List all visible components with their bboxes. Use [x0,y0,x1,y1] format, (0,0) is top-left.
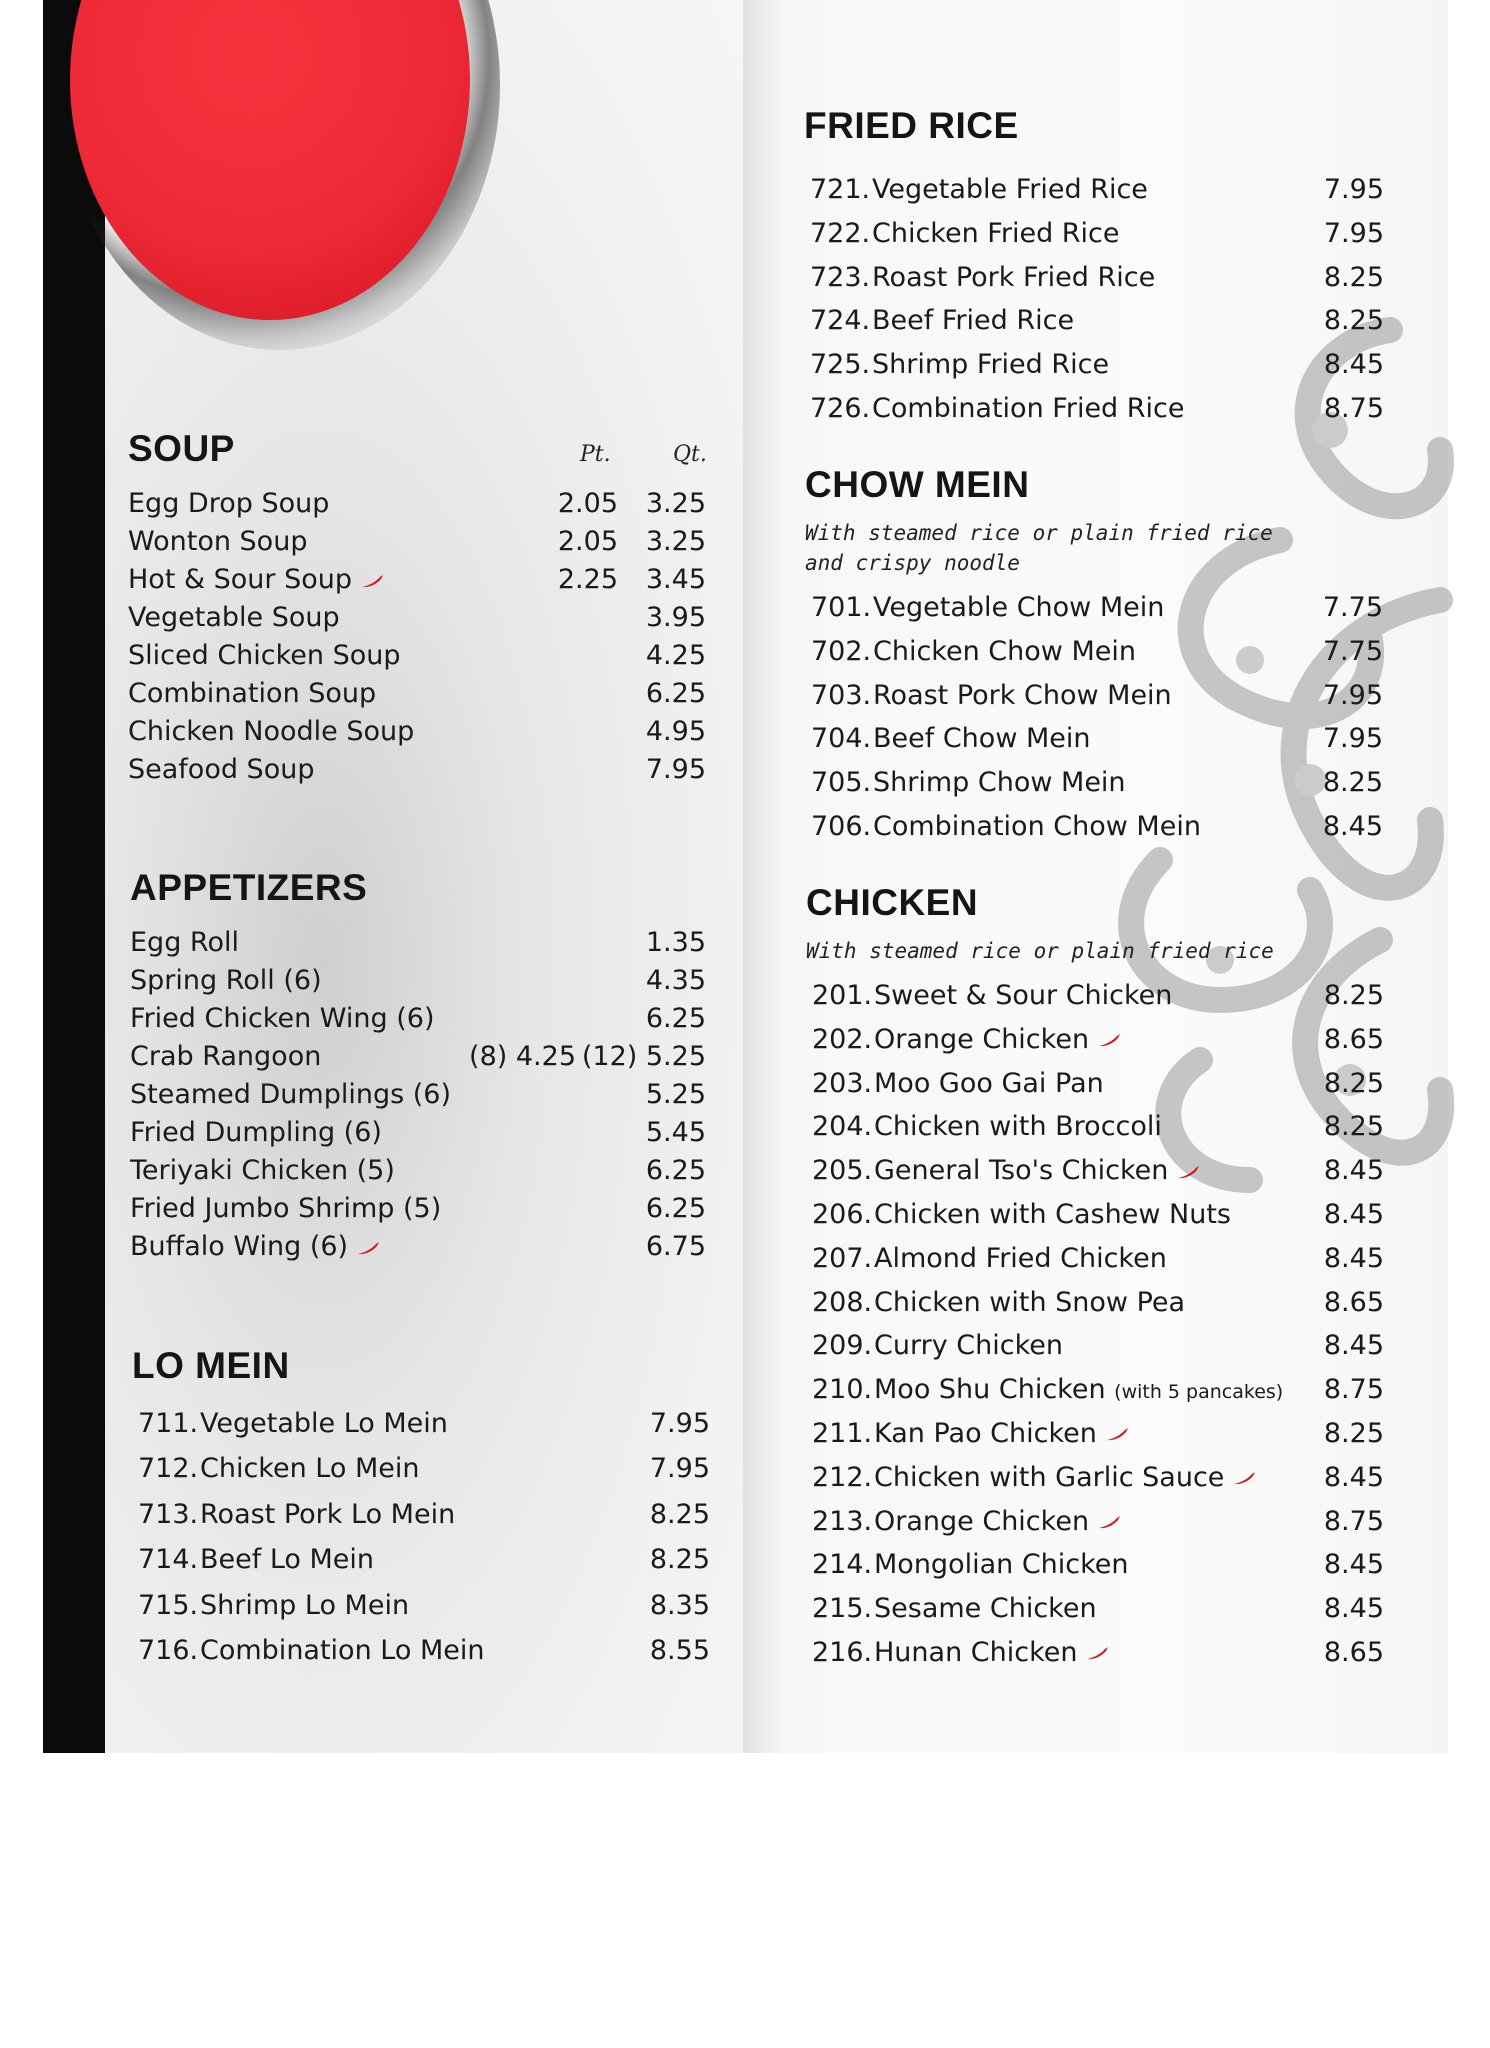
item-number: 726. [810,392,871,424]
quart-price: 3.25 [645,526,706,557]
item-price: 8.65 [1323,1023,1384,1055]
soup-title: SOUP [128,428,235,469]
menu-item-row [130,1038,720,1076]
item-name: Hunan Chicken [874,1631,1109,1675]
item-name: Seafood Soup [128,754,315,785]
item-name: Combination Chow Mein [873,810,1201,842]
item-price: 8.25 [1322,767,1383,799]
pint-price: (8) 4.25 [469,1041,576,1072]
lo-mein-section [132,1345,722,1666]
item-number: 712. [138,1453,199,1485]
menu-item-row [812,1105,1386,1149]
item-name: Hot & Sour Soup [128,561,384,599]
chicken-subtitle [806,936,1274,966]
item-price: 8.45 [1322,810,1383,842]
quart-price: 4.35 [645,965,706,996]
quart-price: 4.95 [645,716,706,747]
menu-item-row [812,1062,1386,1106]
chow-mein-subtitle [805,518,1273,578]
item-price: 7.95 [1323,217,1384,249]
item-name: Chicken Noodle Soup [128,716,415,747]
item-name: Sesame Chicken [874,1593,1097,1625]
item-name: General Tso's Chicken [874,1149,1200,1193]
item-name: Sliced Chicken Soup [128,640,401,671]
item-number: 701. [811,592,872,623]
menu-item-row [812,1543,1386,1587]
quart-price: 1.35 [645,927,706,958]
chicken-subtitle-line-1: With steamed rice or plain fried rice [806,939,1274,963]
item-price: 7.95 [649,1408,710,1439]
item-price: 8.75 [1323,1374,1384,1406]
item-price: 8.65 [1323,1636,1384,1668]
item-name: Fried Jumbo Shrimp (5) [130,1193,442,1224]
menu-item-row [811,674,1385,718]
quart-price: 7.95 [645,754,706,785]
pint-price: 2.25 [557,564,618,595]
item-number: 702. [811,635,872,667]
chili-pepper-icon [1097,1515,1121,1529]
item-price: 7.95 [1322,679,1383,711]
item-number: 714. [138,1544,199,1576]
chili-pepper-icon [1176,1165,1200,1179]
menu-item-row [810,299,1384,343]
fried-rice-list [810,168,1384,431]
item-name: Vegetable Soup [128,602,340,633]
item-name: Shrimp Fried Rice [872,349,1110,381]
menu-item-row [130,1190,720,1228]
menu-item-row [810,387,1384,431]
item-name: Beef Fried Rice [872,305,1075,337]
fried-rice-title: FRIED RICE [804,105,1019,146]
item-price: 8.75 [1323,1505,1384,1537]
menu-item-row [812,974,1386,1018]
menu-item-row [812,1149,1386,1193]
item-name: Kan Pao Chicken [874,1412,1129,1456]
menu-item-row [812,1324,1386,1368]
chicken-section [806,882,1386,1668]
menu-item-row [128,751,718,789]
menu-item-row [812,1237,1386,1281]
menu-item-row [811,761,1385,805]
menu-item-row [812,1368,1386,1412]
item-price: 8.25 [1323,980,1384,1011]
item-number: 721. [810,174,871,205]
menu-item-row [138,1583,722,1628]
menu-item-row [810,256,1384,300]
quart-price: (12) 5.25 [581,1041,706,1072]
item-note: (with 5 pancakes) [1114,1381,1284,1404]
menu-item-row [128,675,718,713]
menu-item-row [811,630,1385,674]
menu-item-row [812,1587,1386,1631]
item-number: 211. [812,1417,873,1449]
menu-item-row [130,1114,720,1152]
item-number: 704. [811,723,872,755]
menu-item-row [812,1018,1386,1062]
item-price: 8.25 [649,1498,710,1530]
item-number: 705. [811,767,872,799]
item-number: 208. [812,1286,873,1318]
pint-price: 2.05 [557,526,618,557]
item-name: Chicken with Snow Pea [874,1286,1186,1318]
menu-item-row [128,485,718,523]
lo-mein-list [138,1401,722,1673]
menu-item-row [811,805,1385,849]
item-price: 7.75 [1322,635,1383,667]
item-number: 722. [810,217,871,249]
quart-column-header: Qt. [673,442,707,467]
chow-mein-list [811,586,1385,849]
menu-item-row [138,1446,722,1491]
item-price: 8.25 [649,1544,710,1576]
menu-item-row [130,1076,720,1114]
item-number: 213. [812,1505,873,1537]
quart-price: 6.75 [645,1231,706,1262]
item-name: Buffalo Wing (6) [130,1228,380,1266]
item-number: 206. [812,1198,873,1230]
item-number: 201. [812,980,873,1011]
item-price: 7.95 [1322,723,1383,755]
quart-price: 5.45 [645,1117,706,1148]
menu-item-row [128,599,718,637]
item-price: 8.45 [1323,349,1384,381]
item-name: Steamed Dumplings (6) [130,1079,452,1110]
item-price: 8.45 [1323,1242,1384,1274]
pint-price: 2.05 [557,488,618,519]
item-name: Sweet & Sour Chicken [874,980,1173,1011]
item-number: 210. [812,1374,873,1406]
item-name: Combination Soup [128,678,377,709]
item-name: Orange Chicken [874,1500,1121,1544]
menu-item-row [130,1228,720,1266]
menu-item-row [130,1000,720,1038]
menu-item-row [811,586,1385,630]
item-name: Wonton Soup [128,526,308,557]
item-name: Chicken Chow Mein [873,635,1136,667]
menu-item-row [128,713,718,751]
item-price: 8.35 [649,1589,710,1621]
item-name: Curry Chicken [874,1330,1063,1362]
item-name: Roast Pork Lo Mein [200,1498,456,1530]
menu-item-row [810,212,1384,256]
item-name: Spring Roll (6) [130,965,322,996]
item-name: Vegetable Fried Rice [872,174,1148,205]
quart-price: 3.25 [645,488,706,519]
quart-price: 6.25 [645,1003,706,1034]
item-number: 215. [812,1593,873,1625]
menu-item-row [128,637,718,675]
item-name: Vegetable Lo Mein [200,1408,448,1439]
menu-item-row [812,1456,1386,1500]
item-name: Chicken Fried Rice [872,217,1120,249]
item-price: 8.45 [1323,1461,1384,1493]
menu-item-row [138,1537,722,1582]
item-name: Chicken with Cashew Nuts [874,1198,1231,1230]
menu-item-row [138,1492,722,1537]
fried-rice-section [804,105,1384,424]
item-number: 205. [812,1155,873,1187]
item-number: 713. [138,1498,199,1530]
item-price: 7.75 [1322,592,1383,623]
item-name: Crab Rangoon [130,1041,322,1072]
quart-price: 6.25 [645,678,706,709]
item-number: 207. [812,1242,873,1274]
item-name: Shrimp Lo Mein [200,1589,410,1621]
menu-item-row [812,1412,1386,1456]
menu-item-row [130,962,720,1000]
item-price: 7.95 [1323,174,1384,205]
item-name: Beef Chow Mein [873,723,1091,755]
item-number: 202. [812,1023,873,1055]
menu-item-row [812,1281,1386,1325]
item-name: Mongolian Chicken [874,1549,1129,1581]
item-number: 715. [138,1589,199,1621]
chili-pepper-icon [1097,1033,1121,1047]
chow-mein-section [805,464,1385,842]
quart-price: 3.95 [645,602,706,633]
menu-item-row [138,1628,722,1673]
item-name: Fried Chicken Wing (6) [130,1003,435,1034]
item-price: 8.55 [649,1634,710,1666]
item-price: 7.95 [649,1453,710,1485]
item-name: Roast Pork Chow Mein [873,679,1172,711]
item-number: 212. [812,1461,873,1493]
chili-pepper-icon [356,1241,380,1255]
item-name: Moo Goo Gai Pan [874,1067,1104,1099]
item-price: 8.75 [1323,392,1384,424]
soup-section [128,428,718,785]
menu-item-row [812,1631,1386,1675]
quart-price: 6.25 [645,1193,706,1224]
menu-item-row [812,1500,1386,1544]
item-price: 8.25 [1323,1111,1384,1143]
menu-item-row [810,343,1384,387]
item-name: Chicken with Broccoli [874,1111,1162,1143]
black-side-bar [43,0,105,1753]
menu-item-row [130,1152,720,1190]
item-price: 8.45 [1323,1549,1384,1581]
appetizers-section [130,867,720,1262]
quart-price: 4.25 [645,640,706,671]
menu-item-row [810,168,1384,212]
pint-column-header: Pt. [580,442,611,467]
chili-pepper-icon [1105,1427,1129,1441]
quart-price: 5.25 [645,1079,706,1110]
item-name: Fried Dumpling (6) [130,1117,382,1148]
item-name: Almond Fried Chicken [874,1242,1167,1274]
item-price: 8.45 [1323,1155,1384,1187]
item-name: Orange Chicken [874,1018,1121,1062]
chili-pepper-icon [360,574,384,588]
item-number: 723. [810,261,871,293]
item-number: 216. [812,1636,873,1668]
quart-price: 3.45 [645,564,706,595]
appetizers-list [130,924,720,1266]
menu-item-row [128,523,718,561]
item-name: Chicken with Garlic Sauce [874,1456,1256,1500]
item-number: 209. [812,1330,873,1362]
chicken-title: CHICKEN [806,882,979,923]
item-price: 8.65 [1323,1286,1384,1318]
soup-list [128,485,718,789]
chow-mein-subtitle-line-1: With steamed rice or plain fried rice [805,521,1273,545]
chow-mein-subtitle-line-2: and crispy noodle [805,551,1020,575]
item-name: Roast Pork Fried Rice [872,261,1156,293]
item-price: 8.25 [1323,1417,1384,1449]
chili-pepper-icon [1085,1646,1109,1660]
item-number: 703. [811,679,872,711]
item-number: 214. [812,1549,873,1581]
item-number: 711. [138,1408,199,1439]
menu-item-row [130,924,720,962]
item-name: Shrimp Chow Mein [873,767,1126,799]
quart-price: 6.25 [645,1155,706,1186]
item-price: 8.45 [1323,1198,1384,1230]
item-name: Teriyaki Chicken (5) [130,1155,395,1186]
item-name: Egg Roll [130,927,239,958]
item-price: 8.25 [1323,305,1384,337]
chow-mein-title: CHOW MEIN [805,464,1030,505]
item-number: 724. [810,305,871,337]
appetizers-title: APPETIZERS [130,867,368,908]
menu-item-row [811,717,1385,761]
item-name: Chicken Lo Mein [200,1453,420,1485]
item-price: 8.25 [1323,261,1384,293]
item-price: 8.45 [1323,1593,1384,1625]
item-number: 706. [811,810,872,842]
item-name: Combination Lo Mein [200,1634,485,1666]
item-price: 8.25 [1323,1067,1384,1099]
item-number: 204. [812,1111,873,1143]
menu-item-row [128,561,718,599]
item-name: Egg Drop Soup [128,488,330,519]
item-number: 203. [812,1067,873,1099]
item-name: Beef Lo Mein [200,1544,375,1576]
item-number: 725. [810,349,871,381]
menu-item-row [812,1193,1386,1237]
item-name: Moo Shu Chicken (with 5 pancakes) [874,1374,1284,1406]
item-price: 8.45 [1323,1330,1384,1362]
item-name: Vegetable Chow Mein [873,592,1165,623]
chicken-list [812,974,1386,1675]
menu-item-row [138,1401,722,1446]
item-number: 716. [138,1634,199,1666]
item-name: Combination Fried Rice [872,392,1185,424]
chili-pepper-icon [1232,1471,1256,1485]
lo-mein-title: LO MEIN [132,1345,290,1386]
